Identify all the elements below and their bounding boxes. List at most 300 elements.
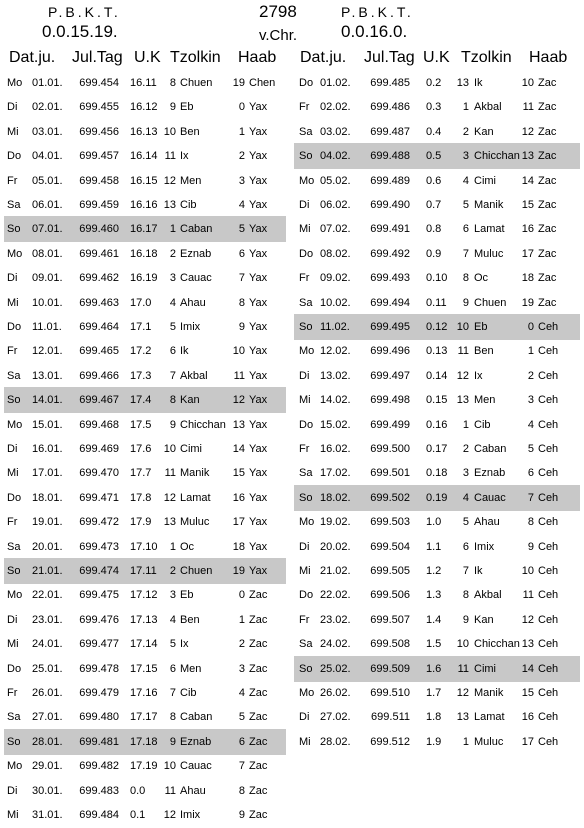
cell-haab-number: 7: [238, 272, 245, 285]
cell-weekday: So: [299, 662, 313, 675]
cell-tzolkin-name: Kan: [474, 125, 494, 138]
cell-tzolkin-name: Manik: [474, 199, 504, 211]
table-row: [294, 534, 580, 560]
table-row: [4, 265, 286, 291]
cell-uk: 16.17: [130, 223, 158, 236]
cell-tzolkin-number: 10: [163, 443, 176, 455]
table-row: [4, 485, 286, 511]
cell-weekday: Di: [299, 369, 310, 382]
cell-uk: 0.12: [426, 321, 448, 333]
cell-haab-number: 17: [521, 735, 534, 748]
cell-haab-month: Ceh: [538, 418, 559, 431]
table-row: [294, 192, 580, 218]
cell-weekday: So: [7, 735, 21, 748]
cell-haab-month: Ceh: [538, 687, 559, 699]
cell-uk: 1.0: [426, 516, 442, 529]
cell-date: 06.02.: [320, 199, 351, 211]
cell-haab-month: Zac: [538, 223, 557, 236]
cell-tzolkin-number: 6: [462, 540, 469, 553]
cell-haab-number: 13: [232, 418, 245, 431]
cell-tzolkin-number: 12: [456, 687, 469, 699]
cell-weekday: Di: [7, 443, 18, 455]
cell-uk: 17.2: [130, 345, 152, 358]
cell-haab-month: Ceh: [538, 711, 559, 724]
cell-date: 07.02.: [320, 223, 351, 236]
cell-uk: 17.13: [130, 613, 158, 626]
table-row: [4, 338, 286, 364]
cell-haab-month: Ceh: [538, 540, 559, 553]
cell-tzolkin-number: 4: [169, 296, 176, 309]
cell-haab-number: 12: [232, 394, 245, 407]
cell-julian-day: 699.512: [370, 735, 410, 748]
cell-haab-month: Yax: [249, 272, 268, 285]
cell-weekday: Do: [299, 247, 314, 260]
table-row: [4, 680, 286, 706]
table-row: [4, 729, 286, 755]
year-label: 2798: [259, 2, 297, 21]
cell-julian-day: 699.456: [79, 125, 119, 138]
cell-julian-day: 699.455: [79, 101, 119, 114]
cell-date: 18.02.: [320, 491, 351, 504]
cell-date: 27.02.: [320, 711, 351, 724]
cell-julian-day: 699.497: [370, 369, 410, 382]
cell-weekday: Mi: [7, 125, 19, 138]
cell-uk: 1.6: [426, 662, 442, 675]
table-row: [4, 631, 286, 657]
cell-tzolkin-name: Caban: [180, 711, 213, 724]
cell-haab-month: Ceh: [538, 565, 559, 577]
cell-haab-month: Yax: [249, 345, 268, 358]
cell-julian-day: 699.508: [370, 638, 410, 651]
cell-weekday: Mi: [299, 394, 311, 407]
cell-haab-month: Yax: [249, 418, 268, 431]
cell-haab-month: Zac: [538, 272, 557, 285]
cell-uk: 0.16: [426, 418, 448, 431]
cell-date: 24.01.: [32, 638, 63, 651]
cell-haab-number: 4: [238, 687, 245, 699]
col-header-uk: U.K: [134, 49, 161, 66]
cell-haab-number: 17: [521, 247, 534, 260]
cell-tzolkin-name: Ix: [474, 369, 483, 382]
table-row: [4, 168, 286, 194]
cell-tzolkin-name: Eznab: [180, 735, 212, 748]
cell-tzolkin-number: 2: [462, 125, 469, 138]
cell-uk: 0.8: [426, 223, 442, 236]
cell-tzolkin-name: Caban: [474, 443, 507, 455]
col-header-julday: Jul.Tag: [72, 49, 123, 66]
cell-haab-month: Yax: [249, 199, 268, 211]
cell-uk: 1.4: [426, 613, 442, 626]
cell-haab-month: Ceh: [538, 467, 559, 480]
cell-weekday: So: [7, 394, 21, 407]
cell-date: 07.01.: [32, 223, 63, 236]
cell-julian-day: 699.486: [370, 101, 410, 114]
cell-haab-month: Yax: [249, 296, 268, 309]
cell-uk: 16.19: [130, 272, 158, 285]
table-row: [294, 412, 580, 438]
cell-date: 14.01.: [32, 394, 63, 407]
cell-weekday: Do: [299, 418, 314, 431]
cell-tzolkin-name: Ik: [474, 77, 483, 89]
cell-date: 20.01.: [32, 540, 63, 553]
table-row: [4, 216, 286, 242]
cell-uk: 0.10: [426, 272, 448, 285]
cell-tzolkin-name: Cimi: [474, 662, 496, 675]
cell-date: 12.01.: [32, 345, 63, 358]
table-row: [294, 290, 580, 316]
cell-tzolkin-name: Cib: [180, 687, 197, 699]
cell-julian-day: 699.501: [370, 467, 410, 480]
cell-haab-number: 17: [232, 516, 245, 529]
cell-weekday: Di: [7, 613, 18, 626]
cell-date: 10.02.: [320, 296, 351, 309]
cell-julian-day: 699.494: [370, 296, 410, 309]
cell-weekday: Di: [299, 540, 310, 553]
cell-weekday: Di: [7, 784, 18, 797]
cell-haab-month: Yax: [249, 247, 268, 260]
cell-tzolkin-name: Chicchan: [180, 418, 226, 431]
cell-uk: 17.18: [130, 735, 158, 748]
cell-tzolkin-name: Eznab: [180, 247, 212, 260]
cell-uk: 1.7: [426, 687, 442, 699]
cell-tzolkin-number: 3: [462, 150, 469, 163]
table-row: [294, 314, 580, 340]
cell-julian-day: 699.463: [79, 296, 119, 309]
cell-weekday: Mo: [299, 687, 315, 699]
cell-haab-number: 8: [238, 784, 245, 797]
cell-date: 28.02.: [320, 735, 351, 748]
cell-julian-day: 699.510: [370, 687, 410, 699]
cell-tzolkin-number: 10: [456, 638, 469, 651]
cell-tzolkin-number: 6: [169, 345, 176, 358]
cell-tzolkin-name: Eb: [180, 101, 194, 114]
table-row: [4, 241, 286, 267]
cell-haab-number: 13: [521, 150, 534, 163]
cell-tzolkin-name: Akbal: [180, 369, 208, 382]
cell-weekday: Mo: [299, 345, 315, 358]
cell-julian-day: 699.493: [370, 272, 410, 285]
table-row: [4, 582, 286, 608]
cell-tzolkin-name: Akbal: [474, 101, 502, 114]
cell-date: 25.02.: [320, 662, 351, 675]
cell-tzolkin-number: 11: [164, 467, 176, 480]
cell-julian-day: 699.483: [79, 784, 119, 797]
cell-uk: 0.7: [426, 199, 442, 211]
cell-tzolkin-name: Ben: [474, 345, 494, 358]
cell-haab-number: 6: [527, 467, 534, 480]
cell-haab-number: 0: [238, 101, 245, 114]
table-row: [294, 436, 580, 462]
cell-julian-day: 699.457: [79, 150, 119, 163]
cell-tzolkin-number: 9: [169, 735, 176, 748]
table-row: [4, 607, 286, 633]
cell-haab-number: 8: [527, 516, 534, 529]
cell-uk: 1.1: [426, 540, 442, 553]
cell-uk: 0.18: [426, 467, 448, 480]
cell-tzolkin-name: Men: [474, 394, 496, 407]
table-row: [4, 192, 286, 218]
cell-tzolkin-number: 9: [462, 296, 469, 309]
cell-haab-month: Zac: [249, 784, 268, 797]
cell-date: 04.02.: [320, 150, 351, 163]
cell-date: 05.02.: [320, 174, 351, 187]
cell-date: 08.02.: [320, 247, 351, 260]
cell-tzolkin-name: Ik: [474, 565, 483, 577]
cell-tzolkin-number: 2: [462, 443, 469, 455]
cell-date: 12.02.: [320, 345, 351, 358]
cell-haab-number: 0: [238, 589, 245, 602]
cell-tzolkin-number: 6: [462, 223, 469, 236]
cell-haab-month: Zac: [538, 150, 557, 163]
cell-haab-month: Ceh: [538, 491, 559, 504]
cell-date: 16.01.: [32, 443, 63, 455]
cell-haab-number: 1: [238, 613, 245, 626]
cell-tzolkin-name: Akbal: [474, 589, 502, 602]
cell-weekday: Sa: [299, 638, 313, 651]
cell-tzolkin-name: Cimi: [180, 443, 202, 455]
cell-weekday: Do: [299, 77, 314, 89]
cell-tzolkin-number: 12: [163, 809, 176, 821]
cell-weekday: Mo: [7, 589, 23, 602]
cell-weekday: Fr: [299, 272, 310, 285]
cell-tzolkin-name: Ahau: [474, 516, 500, 529]
cell-julian-day: 699.502: [370, 491, 410, 504]
cell-date: 17.02.: [320, 467, 351, 480]
cell-weekday: So: [7, 223, 21, 236]
cell-tzolkin-name: Imix: [474, 540, 495, 553]
cell-julian-day: 699.469: [79, 443, 119, 455]
cell-haab-number: 2: [527, 369, 534, 382]
cell-tzolkin-name: Chicchan: [474, 150, 520, 163]
cell-weekday: Fr: [299, 443, 310, 455]
cell-date: 08.01.: [32, 247, 63, 260]
cell-weekday: Sa: [299, 125, 313, 138]
cell-uk: 17.6: [130, 443, 152, 455]
cell-tzolkin-number: 13: [456, 394, 469, 407]
cell-haab-number: 11: [522, 101, 534, 114]
cell-julian-day: 699.476: [79, 613, 119, 626]
table-row: [294, 607, 580, 633]
cell-weekday: Mo: [299, 516, 315, 529]
cell-tzolkin-name: Eb: [180, 589, 194, 602]
cell-tzolkin-number: 9: [169, 418, 176, 431]
col-header-uk: U.K: [423, 49, 450, 66]
cell-date: 15.02.: [320, 418, 351, 431]
cell-julian-day: 699.466: [79, 369, 119, 382]
cell-julian-day: 699.474: [79, 565, 119, 577]
cell-haab-number: 9: [527, 540, 534, 553]
cell-haab-number: 14: [232, 443, 245, 455]
cell-weekday: Mi: [7, 296, 19, 309]
table-row: [294, 558, 580, 584]
cell-tzolkin-number: 10: [163, 125, 176, 138]
cell-haab-month: Ceh: [538, 516, 559, 529]
cell-tzolkin-number: 8: [169, 77, 176, 89]
cell-uk: 17.19: [130, 760, 158, 773]
cell-tzolkin-number: 12: [163, 174, 176, 187]
cell-tzolkin-number: 3: [169, 589, 176, 602]
cell-weekday: Mi: [7, 638, 19, 651]
cell-tzolkin-name: Ahau: [180, 296, 206, 309]
cell-haab-month: Zac: [249, 711, 268, 724]
cell-tzolkin-number: 1: [462, 418, 469, 431]
cell-tzolkin-name: Muluc: [180, 516, 210, 529]
cell-weekday: Do: [7, 150, 22, 163]
cell-haab-month: Yax: [249, 516, 268, 529]
cell-date: 01.02.: [320, 77, 351, 89]
table-row: [294, 265, 580, 291]
cell-haab-month: Ceh: [538, 394, 559, 407]
cell-tzolkin-number: 7: [462, 247, 469, 260]
cell-haab-month: Ceh: [538, 321, 559, 333]
cell-julian-day: 699.480: [79, 711, 119, 724]
col-header-haab: Haab: [238, 49, 277, 66]
cell-weekday: Do: [299, 589, 314, 602]
cell-date: 23.01.: [32, 613, 63, 626]
cell-julian-day: 699.470: [79, 467, 119, 480]
cell-tzolkin-number: 9: [462, 613, 469, 626]
table-row: [4, 802, 286, 828]
cell-tzolkin-name: Cimi: [474, 174, 496, 187]
cell-haab-number: 16: [521, 711, 534, 724]
cell-julian-day: 699.496: [370, 345, 410, 358]
cell-haab-number: 13: [521, 638, 534, 651]
cell-tzolkin-name: Men: [180, 174, 202, 187]
cell-haab-month: Yax: [249, 150, 268, 163]
table-row: [294, 460, 580, 486]
cell-haab-number: 19: [232, 77, 245, 89]
cell-haab-number: 18: [521, 272, 534, 285]
cell-haab-number: 15: [521, 687, 534, 699]
cell-tzolkin-name: Ix: [180, 638, 189, 651]
cell-tzolkin-name: Imix: [180, 321, 201, 333]
cell-julian-day: 699.467: [79, 394, 119, 407]
cell-uk: 16.15: [130, 174, 158, 187]
cell-tzolkin-number: 3: [169, 272, 176, 285]
cell-tzolkin-number: 1: [169, 540, 176, 553]
cell-haab-number: 3: [527, 394, 534, 407]
cell-tzolkin-name: Cib: [474, 418, 491, 431]
cell-julian-day: 699.464: [79, 321, 119, 333]
cell-julian-day: 699.505: [370, 565, 410, 577]
cell-date: 30.01.: [32, 784, 63, 797]
cell-weekday: Sa: [7, 199, 21, 211]
col-header-date: Dat.ju.: [300, 49, 347, 66]
cell-date: 03.02.: [320, 125, 351, 138]
cell-date: 16.02.: [320, 443, 351, 455]
cell-julian-day: 699.500: [370, 443, 410, 455]
cell-uk: 16.14: [130, 150, 158, 163]
cell-date: 22.02.: [320, 589, 351, 602]
cell-tzolkin-name: Caban: [180, 223, 213, 236]
cell-weekday: Mo: [299, 174, 315, 187]
cell-weekday: Mo: [7, 77, 23, 89]
cell-uk: 0.19: [426, 491, 448, 504]
cell-uk: 0.6: [426, 174, 442, 187]
cell-uk: 17.1: [130, 321, 152, 333]
cell-date: 24.02.: [320, 638, 351, 651]
cell-uk: 17.8: [130, 491, 152, 504]
cell-date: 27.01.: [32, 711, 63, 724]
cell-uk: 16.11: [130, 77, 157, 89]
cell-weekday: Fr: [7, 174, 18, 187]
col-header-julday: Jul.Tag: [364, 49, 415, 66]
cell-haab-number: 10: [521, 565, 534, 577]
cell-julian-day: 699.471: [79, 491, 119, 504]
table-row: [4, 387, 286, 413]
col-header-tzolkin: Tzolkin: [461, 49, 512, 66]
cell-julian-day: 699.484: [79, 809, 119, 821]
cell-weekday: Fr: [299, 613, 310, 626]
col-header-haab: Haab: [529, 49, 568, 66]
cell-julian-day: 699.487: [370, 125, 410, 138]
cell-tzolkin-number: 11: [457, 345, 469, 358]
right-pbkt-code: 0.0.16.0.: [341, 22, 408, 41]
cell-date: 03.01.: [32, 125, 63, 138]
cell-uk: 0.2: [426, 77, 442, 89]
cell-tzolkin-name: Eznab: [474, 467, 506, 480]
cell-julian-day: 699.460: [79, 223, 119, 236]
cell-weekday: Mi: [299, 735, 311, 748]
cell-tzolkin-number: 13: [456, 711, 469, 724]
cell-julian-day: 699.461: [79, 247, 119, 260]
cell-tzolkin-name: Cib: [180, 199, 197, 211]
cell-tzolkin-number: 3: [462, 467, 469, 480]
cell-julian-day: 699.498: [370, 394, 410, 407]
cell-tzolkin-name: Manik: [474, 687, 504, 699]
cell-tzolkin-number: 4: [462, 174, 469, 187]
cell-haab-month: Zac: [249, 735, 268, 748]
cell-haab-number: 2: [238, 150, 245, 163]
cell-date: 20.02.: [320, 540, 351, 553]
cell-uk: 17.16: [130, 687, 158, 699]
cell-julian-day: 699.507: [370, 613, 410, 626]
cell-haab-month: Zac: [249, 809, 268, 821]
cell-haab-number: 6: [238, 247, 245, 260]
cell-haab-month: Ceh: [538, 638, 559, 651]
cell-julian-day: 699.485: [370, 77, 410, 89]
cell-tzolkin-name: Chicchan: [474, 638, 520, 651]
cell-haab-month: Ceh: [538, 589, 559, 602]
cell-haab-month: Ceh: [538, 369, 559, 382]
col-header-tzolkin: Tzolkin: [170, 49, 221, 66]
cell-haab-month: Ceh: [538, 345, 559, 358]
cell-julian-day: 699.481: [79, 735, 119, 748]
cell-haab-month: Yax: [249, 321, 268, 333]
cell-tzolkin-name: Ben: [180, 613, 200, 626]
cell-tzolkin-number: 11: [164, 784, 176, 797]
cell-uk: 1.3: [426, 589, 442, 602]
cell-haab-month: Chen: [249, 77, 276, 89]
cell-tzolkin-number: 5: [462, 199, 469, 211]
table-row: [294, 168, 580, 194]
col-header-date: Dat.ju.: [9, 49, 56, 66]
cell-haab-number: 11: [233, 369, 245, 382]
cell-haab-month: Zac: [538, 296, 557, 309]
cell-tzolkin-number: 12: [163, 491, 176, 504]
cell-haab-month: Yax: [249, 101, 268, 114]
cell-tzolkin-number: 11: [164, 150, 176, 163]
cell-tzolkin-name: Manik: [180, 467, 210, 480]
cell-uk: 17.3: [130, 369, 152, 382]
cell-tzolkin-number: 1: [462, 735, 469, 748]
cell-uk: 16.12: [130, 101, 158, 114]
table-row: [4, 534, 286, 560]
cell-uk: 0.4: [426, 125, 442, 138]
cell-date: 19.01.: [32, 516, 63, 529]
cell-tzolkin-name: Oc: [474, 272, 489, 285]
cell-haab-number: 16: [232, 491, 245, 504]
